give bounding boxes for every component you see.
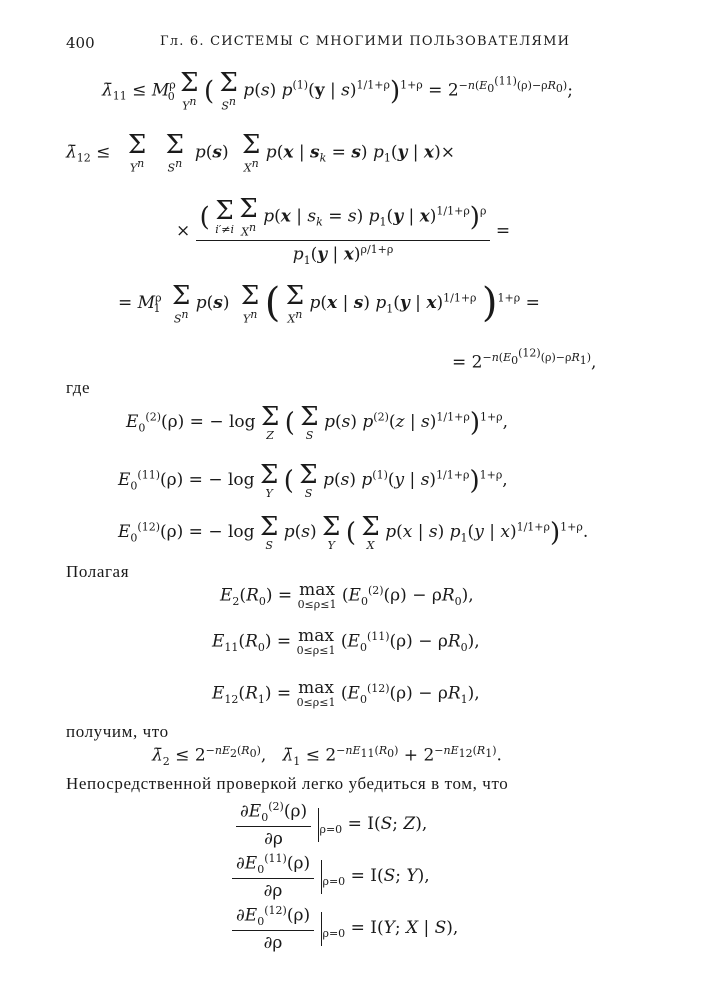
sentence-neposredstvennoy: Непосредственной проверкой легко убедиться в том, что	[66, 774, 509, 793]
word-poluchim: получим, что	[66, 722, 169, 741]
equation-E0-11: $E_0^{(11)}(\rho)$ = − log Σ Y ( Σ S p(s) $p^{(1)}(y$ | s)$^{1/1+\rho}$)$^{1+\rho}$,	[118, 460, 508, 500]
equation-derivative-SY: $\frac{\partial E_0^{(11)}(\rho)}{\partial\rho}$ $_{\rho=0}$ = I(S; Y),	[232, 852, 430, 901]
equation-lambda-bounds: $\lambdā_2 \le 2^{-nE_2(R_0)}$, $\lambdā_1 \le 2^{-nE_{11}(R_0)} + 2^{-nE_{12}(R_1)}$.	[152, 744, 502, 769]
equation-E2: $E_2(R_0)$ = max 0≤ρ≤1 $(E_0^{(2)}(\rho) - \rho R_0)$,	[220, 580, 474, 611]
equation-lambda12-line1: $\lambdā_{12}$ ≤ Σ $Y^n$ Σ $S^n$ p(s) Σ $X^n$ p(x | $s_k = s$) $p_1(y$ | x)×	[66, 130, 455, 175]
running-head: Гл. 6. СИСТЕМЫ С МНОГИМИ ПОЛЬЗОВАТЕЛЯМИ	[160, 34, 571, 49]
equation-E11: $E_{11}(R_0)$ = max 0≤ρ≤1 $(E_0^{(11)}(\rho) - \rho R_0)$,	[212, 626, 480, 657]
equation-derivative-YXS: $\frac{\partial E_0^{(12)}(\rho)}{\partial\rho}$ $_{\rho=0}$ = I(Y; X | S),	[232, 904, 458, 953]
equation-lambda12-line3: = $M^\rho_1$ Σ $S^n$ p(s) Σ $Y^n$ ( Σ $X^n$ p(x | s) $p_1(y$ | x)$^{1/1+\rho}$ )$^{1+\rho}$ =	[118, 280, 540, 326]
equation-E0-12: $E_0^{(12)}(\rho)$ = − log Σ S p(s) Σ Y ( Σ X p(x | s) $p_1(y$ | x)$^{1/1+\rho}$)$^{1+\rho}$.	[118, 512, 589, 552]
equation-E0-2: $E_0^{(2)}(\rho)$ = − log Σ Z ( Σ S p(s) $p^{(2)}(z$ | s)$^{1/1+\rho}$)$^{1+\rho}$,	[126, 402, 509, 442]
word-gde: где	[66, 378, 91, 397]
word-polagaya: Полагая	[66, 562, 130, 581]
equation-lambda12-line2: × ( Σ i′≠i Σ $X^n$ p(x | $s_k = s$) $p_1(y$ | x)$^{1/1+\rho}$)$^\rho$ $p_1(y$ | x)$^{\rho/1+\rho}$ =	[176, 194, 511, 267]
equation-lambda12-line4: = $2^{-n(E_0^{(12)}(\rho)-\rho R_1)}$,	[452, 346, 597, 373]
equation-derivative-SZ: $\frac{\partial E_0^{(2)}(\rho)}{\partial\rho}$ $_{\rho=0}$ = I(S; Z),	[236, 800, 427, 849]
equation-lambda11: $\lambdā_{11} \le M^\rho_0$ Σ $Y^n$ ( Σ $S^n$ p(s) $p^{(1)}(y$ | $s)^{1/1+\rho})^{1+\rho} = 2^{-n(E_0^{(11)}(\rho)-\rho R_0)}$;	[102, 68, 573, 113]
equation-E12: $E_{12}(R_1)$ = max 0≤ρ≤1 $(E_0^{(12)}(\rho) - \rho R_1)$,	[212, 678, 480, 709]
page-number: 400	[66, 34, 95, 52]
